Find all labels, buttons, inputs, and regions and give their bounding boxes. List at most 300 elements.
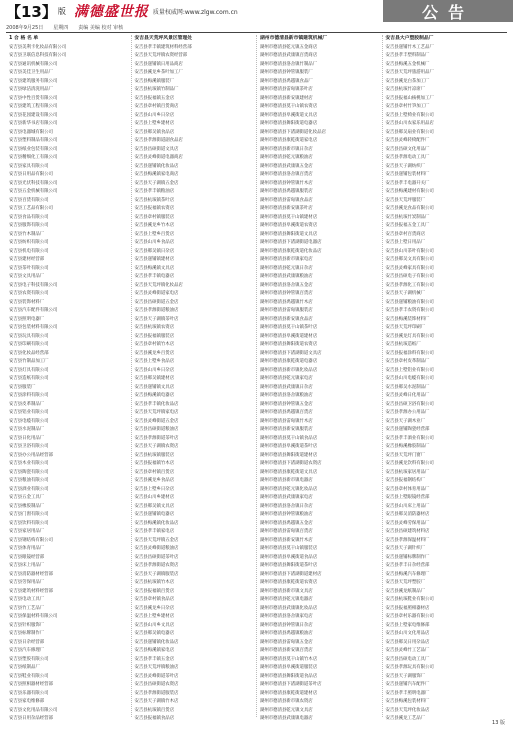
list-item: 湖州市德清县新安镇百货店 <box>260 648 313 653</box>
list-item: 安吉县报福镇食品店 <box>134 716 175 721</box>
list-item: 湖州市德清县武康镇日杂店 <box>260 384 313 390</box>
list-item: 安吉县溪龙乡日杂店 <box>134 605 175 611</box>
list-item: 安吉县溪龙乡竹木店 <box>134 223 175 228</box>
column-heading: 湖州市德清县新市镇建筑机械厂 <box>260 36 328 41</box>
list-item: 湖州市德清县雷甸镇竹木店 <box>260 418 313 424</box>
list-item: 安吉县眼镜经营部 <box>9 554 45 560</box>
column-heading: 1 合 格 名 单 <box>9 36 39 41</box>
list-item: 安吉县上墅乡食品店 <box>134 359 175 364</box>
list-item: 安吉县灵峰日化用品厂 <box>385 393 430 398</box>
list-item: 湖州市德清县下渚湖街道茶叶店 <box>260 682 322 687</box>
list-item: 湖州市德清县新安镇建材店 <box>260 95 313 101</box>
list-item: 安吉县梅溪建材有限公司 <box>385 189 434 194</box>
list-item: 湖州市德清县莫干山镇建材店 <box>260 214 318 220</box>
list-item: 湖州市德清县禹越镇食品厂 <box>260 78 313 84</box>
list-item: 安吉县门窗有限公司 <box>9 512 49 517</box>
list-item: 安吉县孝丰农资有限公司 <box>385 308 434 313</box>
list-item: 湖州市德清县舞阳街道食品店 <box>260 673 318 679</box>
list-item: 安吉县报福五金工具厂 <box>385 223 430 228</box>
list-item: 安吉县报福钢结构厂 <box>385 478 426 483</box>
list-item: 安吉县天荒坪镇农资经营部 <box>134 53 188 58</box>
list-item: 安吉县昌硕文化用品厂 <box>385 146 430 152</box>
list-item: 安吉县鄣吴镇食品店 <box>134 129 175 135</box>
list-item: 安吉县溪龙工艺品厂 <box>385 716 426 721</box>
list-item: 安吉县化妆品经营部 <box>9 350 49 356</box>
list-item: 安吉县报福照相器材店 <box>385 605 430 611</box>
list-item: 安吉县孝源化工有限公司 <box>385 282 434 288</box>
list-item: 湖州市德清县乾元镇粮油店 <box>260 155 313 160</box>
list-item: 安吉县汽车修理厂 <box>9 648 45 653</box>
list-item: 安吉县涂料有限公司 <box>9 393 49 398</box>
list-item: 安吉县竹木制品厂 <box>9 231 45 237</box>
list-item: 安吉县杭垓竹炭制品厂 <box>385 214 430 220</box>
list-item: 安吉县服装厂 <box>9 384 36 390</box>
header-rule <box>6 32 507 33</box>
list-item: 安吉县昌硕街道农资店 <box>134 682 179 687</box>
list-item: 安吉县天子湖服饰厂 <box>385 673 426 679</box>
list-item: 安吉县孝丰电器开关厂 <box>385 180 430 186</box>
list-item: 安吉县服饰有限公司 <box>9 223 49 228</box>
masthead-logo: 满德盛世报 <box>73 4 149 20</box>
list-item: 安吉县印刷有限公司 <box>9 342 49 347</box>
list-item: 安吉县百货有限公司 <box>9 197 49 203</box>
list-item: 安吉县递铺镇建材店 <box>134 257 175 262</box>
list-item: 安吉县昌硕电动工具厂 <box>385 656 430 662</box>
list-item: 安吉县孝丰照明电器厂 <box>385 690 430 696</box>
list-item: 湖州市德清县莫干山镇服装店 <box>260 546 318 551</box>
list-item: 安吉县山川乡日杂店 <box>134 367 175 373</box>
list-item: 安吉县杭垓鞋业有限公司 <box>385 597 434 602</box>
list-item: 安吉县孝丰镇电器店 <box>134 274 175 279</box>
list-item: 安吉县天荒坪旅游用品厂 <box>385 70 434 75</box>
list-item: 安吉县茶叶有限公司 <box>9 265 49 271</box>
list-item: 安吉县天子湖镇农资店 <box>134 444 179 449</box>
list-item: 湖州市德清县武康镇化妆品店 <box>260 605 318 611</box>
tagline: 质量权威网:www.zlgw.com.cn <box>152 8 238 16</box>
list-item: 湖州市德清县舞阳街道农资店 <box>260 342 318 347</box>
list-item: 安吉县农资有限公司 <box>9 291 49 296</box>
list-item: 安吉县杭垓造纸厂 <box>385 342 421 347</box>
issue-info <box>6 23 506 31</box>
list-item: 安吉县灵峰转椅配件厂 <box>385 138 430 143</box>
list-item: 安吉县章村皮革制品厂 <box>385 359 430 364</box>
list-item: 湖州市德清县乾元镇五金商店 <box>260 44 318 50</box>
list-item: 湖州市德清县康乾街道文具店 <box>260 469 318 475</box>
list-item: 安吉县五金机械有限公司 <box>9 189 58 194</box>
list-item: 安吉县杭垓家居用品厂 <box>385 469 430 475</box>
list-item: 安吉县孝源街道粮油店 <box>134 308 179 313</box>
list-item: 安吉县章村体育用品厂 <box>385 486 430 492</box>
list-item: 安吉县新华书店有限公司 <box>9 121 58 126</box>
list-item: 安吉县保温材料有限公司 <box>9 614 58 619</box>
list-item: 安吉县山川文化用品店 <box>385 631 430 636</box>
list-item: 安吉县梅溪汽车修理厂 <box>385 571 430 577</box>
list-item: 安吉县孝源街道农资店 <box>134 563 179 568</box>
list-item: 湖州市德清县舞阳街道茶叶店 <box>260 563 318 568</box>
list-item: 安吉县文具用品厂 <box>9 274 45 279</box>
list-item: 安吉县递铺汽车配件厂 <box>385 682 430 687</box>
column-heading: 安吉县天荒坪风景区管理处 <box>134 36 193 41</box>
list-item: 安吉县通讯机械有限公司 <box>9 61 58 67</box>
list-item: 安吉县孝丰日杂经营部 <box>385 563 430 568</box>
list-item: 安吉县电子科技有限公司 <box>9 282 58 288</box>
list-item: 安吉县鄣吴水泥制品厂 <box>385 384 430 390</box>
list-item: 湖州市德清县新市镇电器店 <box>260 478 313 483</box>
list-item: 安吉县照明电器厂 <box>9 316 45 322</box>
list-item: 安吉县鄣吴镇文具店 <box>134 503 175 509</box>
list-item: 湖州市德清县乾元镇化妆品店 <box>260 486 318 492</box>
list-item: 安吉县天子湖镇竹木店 <box>134 699 179 704</box>
list-item: 安吉县杭垓镇服装店 <box>134 452 175 458</box>
list-item: 安吉县天荒坪门窗厂 <box>385 452 426 458</box>
list-item: 安吉县五金工具厂 <box>9 495 45 500</box>
list-item: 安吉县水泥制品厂 <box>9 427 45 432</box>
list-item: 湖州市德清县钟管镇日杂店 <box>260 622 313 628</box>
list-item: 安吉县美佳卫生用品厂 <box>9 70 53 75</box>
list-item: 安吉县酒业有限公司 <box>9 486 49 492</box>
list-item: 安吉县递铺粮油有限公司 <box>385 299 434 305</box>
list-item: 安吉县孝源电动工具厂 <box>385 155 430 160</box>
list-item: 安吉县卫联信息科技有限公司 <box>9 53 67 58</box>
list-item: 安吉县昌硕电子有限公司 <box>385 274 434 279</box>
list-item: 安吉县昌硕街道粮油店 <box>134 427 179 432</box>
list-item: 安吉县天子湖针织厂 <box>385 546 426 551</box>
list-item: 安吉县汽车配件有限公司 <box>9 308 58 313</box>
list-item: 安吉县橡胶制品厂 <box>9 503 45 509</box>
list-item: 安吉县食品有限公司 <box>9 214 49 220</box>
list-item: 安吉县章村乐器有限公司 <box>385 614 434 619</box>
list-item: 安吉县天荒坪镇五金店 <box>134 537 179 543</box>
list-item: 安吉县家居用品厂 <box>9 529 45 534</box>
list-item: 安吉县电动工具厂 <box>9 597 45 602</box>
list-item: 湖州市德清县新市镇农资店 <box>260 699 313 704</box>
list-item: 安吉县竹制品加工厂 <box>9 359 49 364</box>
notice-columns <box>6 35 507 721</box>
list-item: 安吉县家电维修部 <box>9 699 45 704</box>
list-item: 湖州市德清县武康镇百货商店 <box>260 53 318 58</box>
list-item: 湖州市德清县乾元镇文具店 <box>260 707 313 713</box>
list-item: 安吉县鄣吴日用杂品店 <box>385 639 430 645</box>
list-item: 安吉县递铺镇电器店 <box>134 512 175 517</box>
list-item: 湖州市德清县钟管镇竹木店 <box>260 180 313 186</box>
list-item: 安吉县消防器材经营部 <box>9 571 53 577</box>
list-item: 安吉县天荒坪印刷厂 <box>385 325 426 330</box>
notice-column-3 <box>256 35 382 721</box>
list-item: 湖州市德清县雷甸镇服装店 <box>260 308 313 313</box>
list-item: 湖州市德清县禹越镇五金店 <box>260 520 313 526</box>
list-item: 安吉县杭垓镇茶叶店 <box>134 197 175 203</box>
list-item: 安吉县鄣吴扇业有限公司 <box>385 129 434 135</box>
list-item: 湖州市德清县洛舍镇粮油店 <box>260 393 313 398</box>
list-item: 湖州市德清县康乾街道电器店 <box>260 359 318 364</box>
list-item: 安吉县报福镇百货店 <box>134 588 175 594</box>
list-item: 安吉县孝丰镇五金店 <box>134 656 175 662</box>
list-item: 安吉县天荒坪镇化妆品店 <box>134 282 183 288</box>
list-item: 安吉县文化用品有限公司 <box>9 707 58 713</box>
list-item: 安吉县电缆有限公司 <box>9 418 49 424</box>
list-item: 湖州市德清县洛舍镇日杂店 <box>260 503 313 509</box>
list-item: 安吉县梅溪镇化妆品店 <box>134 520 179 526</box>
list-item: 安吉县鄣吴镇电器店 <box>134 631 175 636</box>
list-item: 安吉县递铺包装材料厂 <box>385 172 430 177</box>
list-item: 安吉县塑料制品有限公司 <box>9 138 58 143</box>
list-item: 安吉县孝丰镇家电店 <box>134 529 175 534</box>
list-item: 安吉县溪龙白茶加工厂 <box>385 78 430 84</box>
list-item: 安吉县光伏科技有限公司 <box>9 180 58 186</box>
list-item: 安吉县昌硕卫浴有限公司 <box>385 401 434 407</box>
list-item: 安吉县孝源保温材料厂 <box>385 537 430 543</box>
list-item: 湖州市德清县新安镇食品店 <box>260 316 313 322</box>
list-item: 安吉县鄣吴消防器材店 <box>385 512 430 517</box>
list-item: 安吉县章村镇竹木店 <box>134 342 175 347</box>
list-item: 安吉县陶瓷有限公司 <box>9 469 49 475</box>
list-item: 安吉县报福镇竹木店 <box>134 461 175 466</box>
list-item: 安吉县办公用品经营部 <box>9 452 53 458</box>
list-item: 湖州市德清县武康镇电器店 <box>260 716 313 721</box>
list-item: 湖州市德清县新安镇竹木店 <box>260 537 313 543</box>
list-item: 安吉县机电有限公司 <box>9 248 49 254</box>
list-item: 安吉县杭垓镇竹制品厂 <box>134 87 179 92</box>
list-item: 安吉县递铺竹木工艺品厂 <box>385 44 434 50</box>
page-suffix: 版 <box>57 6 66 16</box>
list-item: 安吉县鄣吴镇日杂店 <box>134 248 175 254</box>
list-item: 安吉县鄣吴镇建材店 <box>134 376 175 381</box>
list-item: 湖州市德清县舞阳街道文具店 <box>260 231 318 237</box>
list-item: 安吉县昌硕街道茶叶店 <box>134 554 179 560</box>
list-item: 安吉县孝丰塑料制品厂 <box>385 53 430 58</box>
list-item: 安吉县天荒坪服装厂 <box>385 197 426 203</box>
list-item: 安吉县上墅日用品厂 <box>385 240 426 245</box>
list-item: 安吉县灵峰街道五金店 <box>134 418 179 424</box>
list-item: 安吉县山川乡建材店 <box>134 495 175 500</box>
page-footer: 13 版 <box>492 720 505 726</box>
list-item: 湖州市德清县舞阳街道电器店 <box>260 121 318 126</box>
list-item: 安吉县报福镇服装店 <box>134 333 175 339</box>
list-item: 湖州市德清县钟管镇百货店 <box>260 291 313 296</box>
list-item: 湖州市德清县洛舍镇竹制品厂 <box>260 61 318 67</box>
list-item: 安吉县日用杂品经营部 <box>9 716 53 721</box>
list-item: 安吉县天荒坪镇家电店 <box>134 410 179 415</box>
list-item: 湖州市德清县阜溪街道服装店 <box>260 665 318 670</box>
list-item: 湖州市德清县武康镇五金店 <box>260 163 313 169</box>
list-item: 安吉县递铺标牌制作厂 <box>385 554 430 560</box>
list-item: 安吉县溪龙纸制品厂 <box>385 588 426 594</box>
notice-column-2 <box>131 35 257 721</box>
list-item: 湖州市德清县禹越镇服装店 <box>260 189 313 194</box>
list-item: 安吉县皮革制品厂 <box>9 401 45 407</box>
list-item: 安吉县梅溪镇家电店 <box>134 648 175 653</box>
list-item: 安吉县递铺镇化妆品店 <box>134 163 179 169</box>
list-item: 湖州市德清县新市镇文具店 <box>260 588 313 594</box>
list-item: 安吉县山川农家乐用品店 <box>385 121 434 126</box>
list-item: 安吉县纺织有限公司 <box>9 240 49 245</box>
list-item: 安吉县上墅乡建材店 <box>134 121 175 126</box>
list-item: 湖州市德清县新市镇日杂店 <box>260 146 313 152</box>
list-item: 安吉县孝源玩具有限公司 <box>385 665 434 670</box>
list-item: 安吉县梅溪镇服装厂 <box>134 78 175 84</box>
list-item: 安吉县精细化工有限公司 <box>9 155 58 160</box>
list-item: 安吉县孝源街道副食品店 <box>134 138 183 143</box>
column-heading: 安吉县大户塑胶制品厂 <box>385 36 434 41</box>
list-item: 安吉县建筑工程有限公司 <box>9 104 58 109</box>
notice-column-1 <box>6 35 131 721</box>
list-item: 安吉县章村镇服装店 <box>134 214 175 220</box>
list-item: 安吉县绿洁清洗用品厂 <box>9 87 53 92</box>
list-item: 湖州市德清县武康镇家电店 <box>260 495 313 500</box>
list-item: 安吉县梅溪包装材料厂 <box>385 699 430 704</box>
list-item: 安吉县标牌制作厂 <box>9 631 45 636</box>
list-item: 湖州市德清县康乾街道化妆品店 <box>260 248 322 254</box>
list-item: 安吉县竹工艺品厂 <box>9 605 45 611</box>
list-item: 安吉县日化用品厂 <box>9 435 45 441</box>
list-item: 安吉县鄣吴文具有限公司 <box>385 257 434 262</box>
list-item: 安吉县梅溪镇家电商店 <box>134 172 179 177</box>
list-item: 安吉县孝丰镇粮油店 <box>134 189 175 194</box>
list-item: 湖州市德清县禹越镇百货店 <box>260 410 313 415</box>
list-item: 安吉县上墅椅业有限公司 <box>385 112 434 118</box>
list-item: 安吉县梅溪镇电器店 <box>134 393 175 398</box>
list-item: 安吉县杭垓镇百货店 <box>134 707 175 713</box>
list-item: 安吉县梅溪五金机械厂 <box>385 61 430 67</box>
list-item: 湖州市德清县下渚湖街道文具店 <box>260 350 322 356</box>
list-item: 安吉县铝业有限公司 <box>9 410 49 415</box>
list-item: 安吉县灵峰街道电器商店 <box>134 155 183 160</box>
list-item: 湖州市德清县阜溪街道农资店 <box>260 223 318 228</box>
list-item: 安吉县灵峰街道粮油店 <box>134 546 179 551</box>
list-item: 安吉县塑胶有限公司 <box>9 656 49 662</box>
list-item: 安吉县章村镇食品店 <box>134 597 175 602</box>
list-item: 安吉县孝源街道茶叶店 <box>134 435 179 441</box>
list-item: 湖州市德清县武康镇粮油店 <box>260 274 313 279</box>
list-item: 湖州市德清县新安镇茶叶店 <box>260 206 313 211</box>
list-item: 安吉县灵峰竹工艺品厂 <box>385 648 430 653</box>
list-item: 湖州市德清县钟管镇五金店 <box>260 401 313 407</box>
list-item: 安吉县递铺镇化妆品店 <box>134 639 179 645</box>
list-item: 湖州市德清县阜溪街道建材店 <box>260 333 318 339</box>
list-item: 安吉县粮油有限公司 <box>9 478 49 483</box>
list-item: 安吉县报福涂料有限公司 <box>385 350 434 356</box>
list-item: 湖州市德清县下渚湖街道化妆品店 <box>260 129 326 135</box>
list-item: 安吉县灵峰劳保用品厂 <box>385 520 430 526</box>
list-item: 安吉县梅溪装饰材料厂 <box>385 316 430 322</box>
list-item: 安吉县章村竹笋加工厂 <box>385 104 430 109</box>
list-item: 安吉县包装材料有限公司 <box>9 325 58 330</box>
list-item: 安吉县报福山核桃加工厂 <box>385 95 434 101</box>
list-item: 湖州市德清县禹越镇竹木店 <box>260 299 313 305</box>
list-item: 安吉县上墅乡建材店 <box>134 614 175 619</box>
list-item: 安吉县乐器有限公司 <box>9 690 49 696</box>
list-item: 安吉县花园建设有限公司 <box>9 112 58 118</box>
list-item: 安吉县中性百货有限公司 <box>9 95 58 101</box>
list-item: 湖州市德清县洛舍镇五金店 <box>260 282 313 288</box>
list-item: 湖州市德清县康乾街道家电店 <box>260 138 318 143</box>
list-item: 安吉县天子湖镇茶叶店 <box>134 316 179 322</box>
list-item: 安吉县玩具有限公司 <box>9 333 49 339</box>
issue-weekday: 星期四 <box>53 24 69 31</box>
list-item: 湖州市德清县阜溪街道茶叶店 <box>260 444 318 449</box>
list-item: 安吉县溪龙饮料有限公司 <box>385 461 434 466</box>
list-item: 湖州市德清县莫干山镇茶叶店 <box>260 325 318 330</box>
list-item: 湖州市德清县洛舍镇家电店 <box>260 614 313 619</box>
list-item: 安吉县章村百货商店 <box>385 231 426 237</box>
list-item: 安吉县床上用品厂 <box>9 563 45 568</box>
list-item: 安吉县建筑服务有限公司 <box>9 78 58 84</box>
list-item: 安吉县溪龙食品有限公司 <box>385 206 434 211</box>
list-item: 安吉县照相器材经营部 <box>9 682 53 687</box>
list-item: 安吉县灯具有限公司 <box>9 367 49 373</box>
list-item: 安吉县梅溪镇文具店 <box>134 265 175 271</box>
list-item: 安吉县报福镇五金店 <box>134 95 175 101</box>
list-item: 安吉县章村镇百货店 <box>134 469 175 475</box>
list-item: 安吉县山川乡日杂店 <box>134 112 175 118</box>
list-item: 安吉县杭垓竹凉席厂 <box>385 87 426 92</box>
list-item: 湖州市德清县洛舍镇百货店 <box>260 172 313 177</box>
section-title: 公告 <box>421 2 474 22</box>
list-item: 安吉县杭垓镇竹木店 <box>134 580 175 585</box>
section-banner <box>383 0 513 22</box>
list-item: 安吉县章村镇百货商店 <box>134 104 179 109</box>
list-item: 安吉县递铺镇日用品商店 <box>134 61 183 67</box>
list-item: 湖州市德清县新市镇家电店 <box>260 257 313 262</box>
list-item: 安吉县天子湖木业厂 <box>385 418 426 424</box>
editor-credits: 责编 美编 校对 审核 <box>78 24 124 31</box>
list-item: 安吉县杭垓镇农资店 <box>134 325 175 330</box>
list-item: 湖州市德清县康乾街道农资店 <box>260 580 318 585</box>
list-item: 安吉县造纸有限公司 <box>9 376 49 381</box>
list-item: 安吉县山川乡文具店 <box>134 622 175 628</box>
list-item: 安吉县山川电缆有限公司 <box>385 376 434 381</box>
list-item: 安吉县天子湖机械厂 <box>385 291 426 296</box>
list-item: 安吉县孝源街道服装店 <box>134 690 179 696</box>
list-item: 安吉县上墅铝业有限公司 <box>385 367 434 373</box>
list-item: 安吉县报福镇农资店 <box>134 206 175 211</box>
list-item: 湖州市德清县下渚湖街道建材店 <box>260 571 322 577</box>
list-item: 安吉县山川乡食品店 <box>134 240 175 245</box>
list-item: 湖州市德清县钟管镇服装厂 <box>260 70 313 75</box>
list-item: 安吉县建材经营部 <box>9 257 45 262</box>
list-item: 安吉县灵峰街道家电店 <box>134 291 179 296</box>
list-item: 湖州市德清县莫干山镇食品店 <box>260 435 318 441</box>
list-item: 安吉县溪龙灯具有限公司 <box>385 333 434 339</box>
list-item: 安吉县天荒坪镇粮油店 <box>134 665 179 670</box>
list-item: 安吉县纸制品厂 <box>9 665 40 670</box>
notice-column-4 <box>382 35 508 721</box>
list-item: 安吉县工艺品有限公司 <box>9 206 53 211</box>
list-item: 安吉县孝丰酒业有限公司 <box>385 435 434 441</box>
list-item: 安吉县木业有限公司 <box>9 461 49 466</box>
list-item: 安吉县体育用品厂 <box>9 546 45 551</box>
list-item: 安吉县灵峰家具有限公司 <box>385 265 434 271</box>
list-item: 安吉县美利卡化妆品有限公司 <box>9 44 67 50</box>
issue-date: 2008年9月25日 <box>6 24 44 31</box>
list-item: 湖州市德清县阜溪街道文具店 <box>260 112 318 118</box>
list-item: 安吉县上墅乡日杂店 <box>134 486 175 492</box>
list-item: 安吉县孝丰镇建筑材料经营部 <box>134 44 192 50</box>
list-item: 安吉县上墅眼镜经营部 <box>385 495 430 500</box>
list-item: 安吉县昌硕街道五金店 <box>134 299 179 305</box>
list-item: 湖州市德清县康乾街道建材店 <box>260 690 318 696</box>
list-item: 安吉县递铺镇文具店 <box>134 384 175 390</box>
list-item: 安吉县梅溪橡胶制品厂 <box>385 444 430 449</box>
list-item: 湖州市德清县下渚湖街道农资店 <box>260 461 322 466</box>
list-item: 安吉县递铺陶瓷经营部 <box>385 427 430 432</box>
list-item: 安吉县家具有限公司 <box>9 163 49 169</box>
list-item: 湖州市德清县莫干山镇竹木店 <box>260 656 318 662</box>
list-item: 湖州市德清县钟管镇粮油店 <box>260 512 313 517</box>
list-item: 安吉县上墅家电维修部 <box>385 622 430 628</box>
list-item: 安吉县溪龙乡食品店 <box>134 478 175 483</box>
list-item: 湖州市德清县新市镇化妆品店 <box>260 367 318 373</box>
